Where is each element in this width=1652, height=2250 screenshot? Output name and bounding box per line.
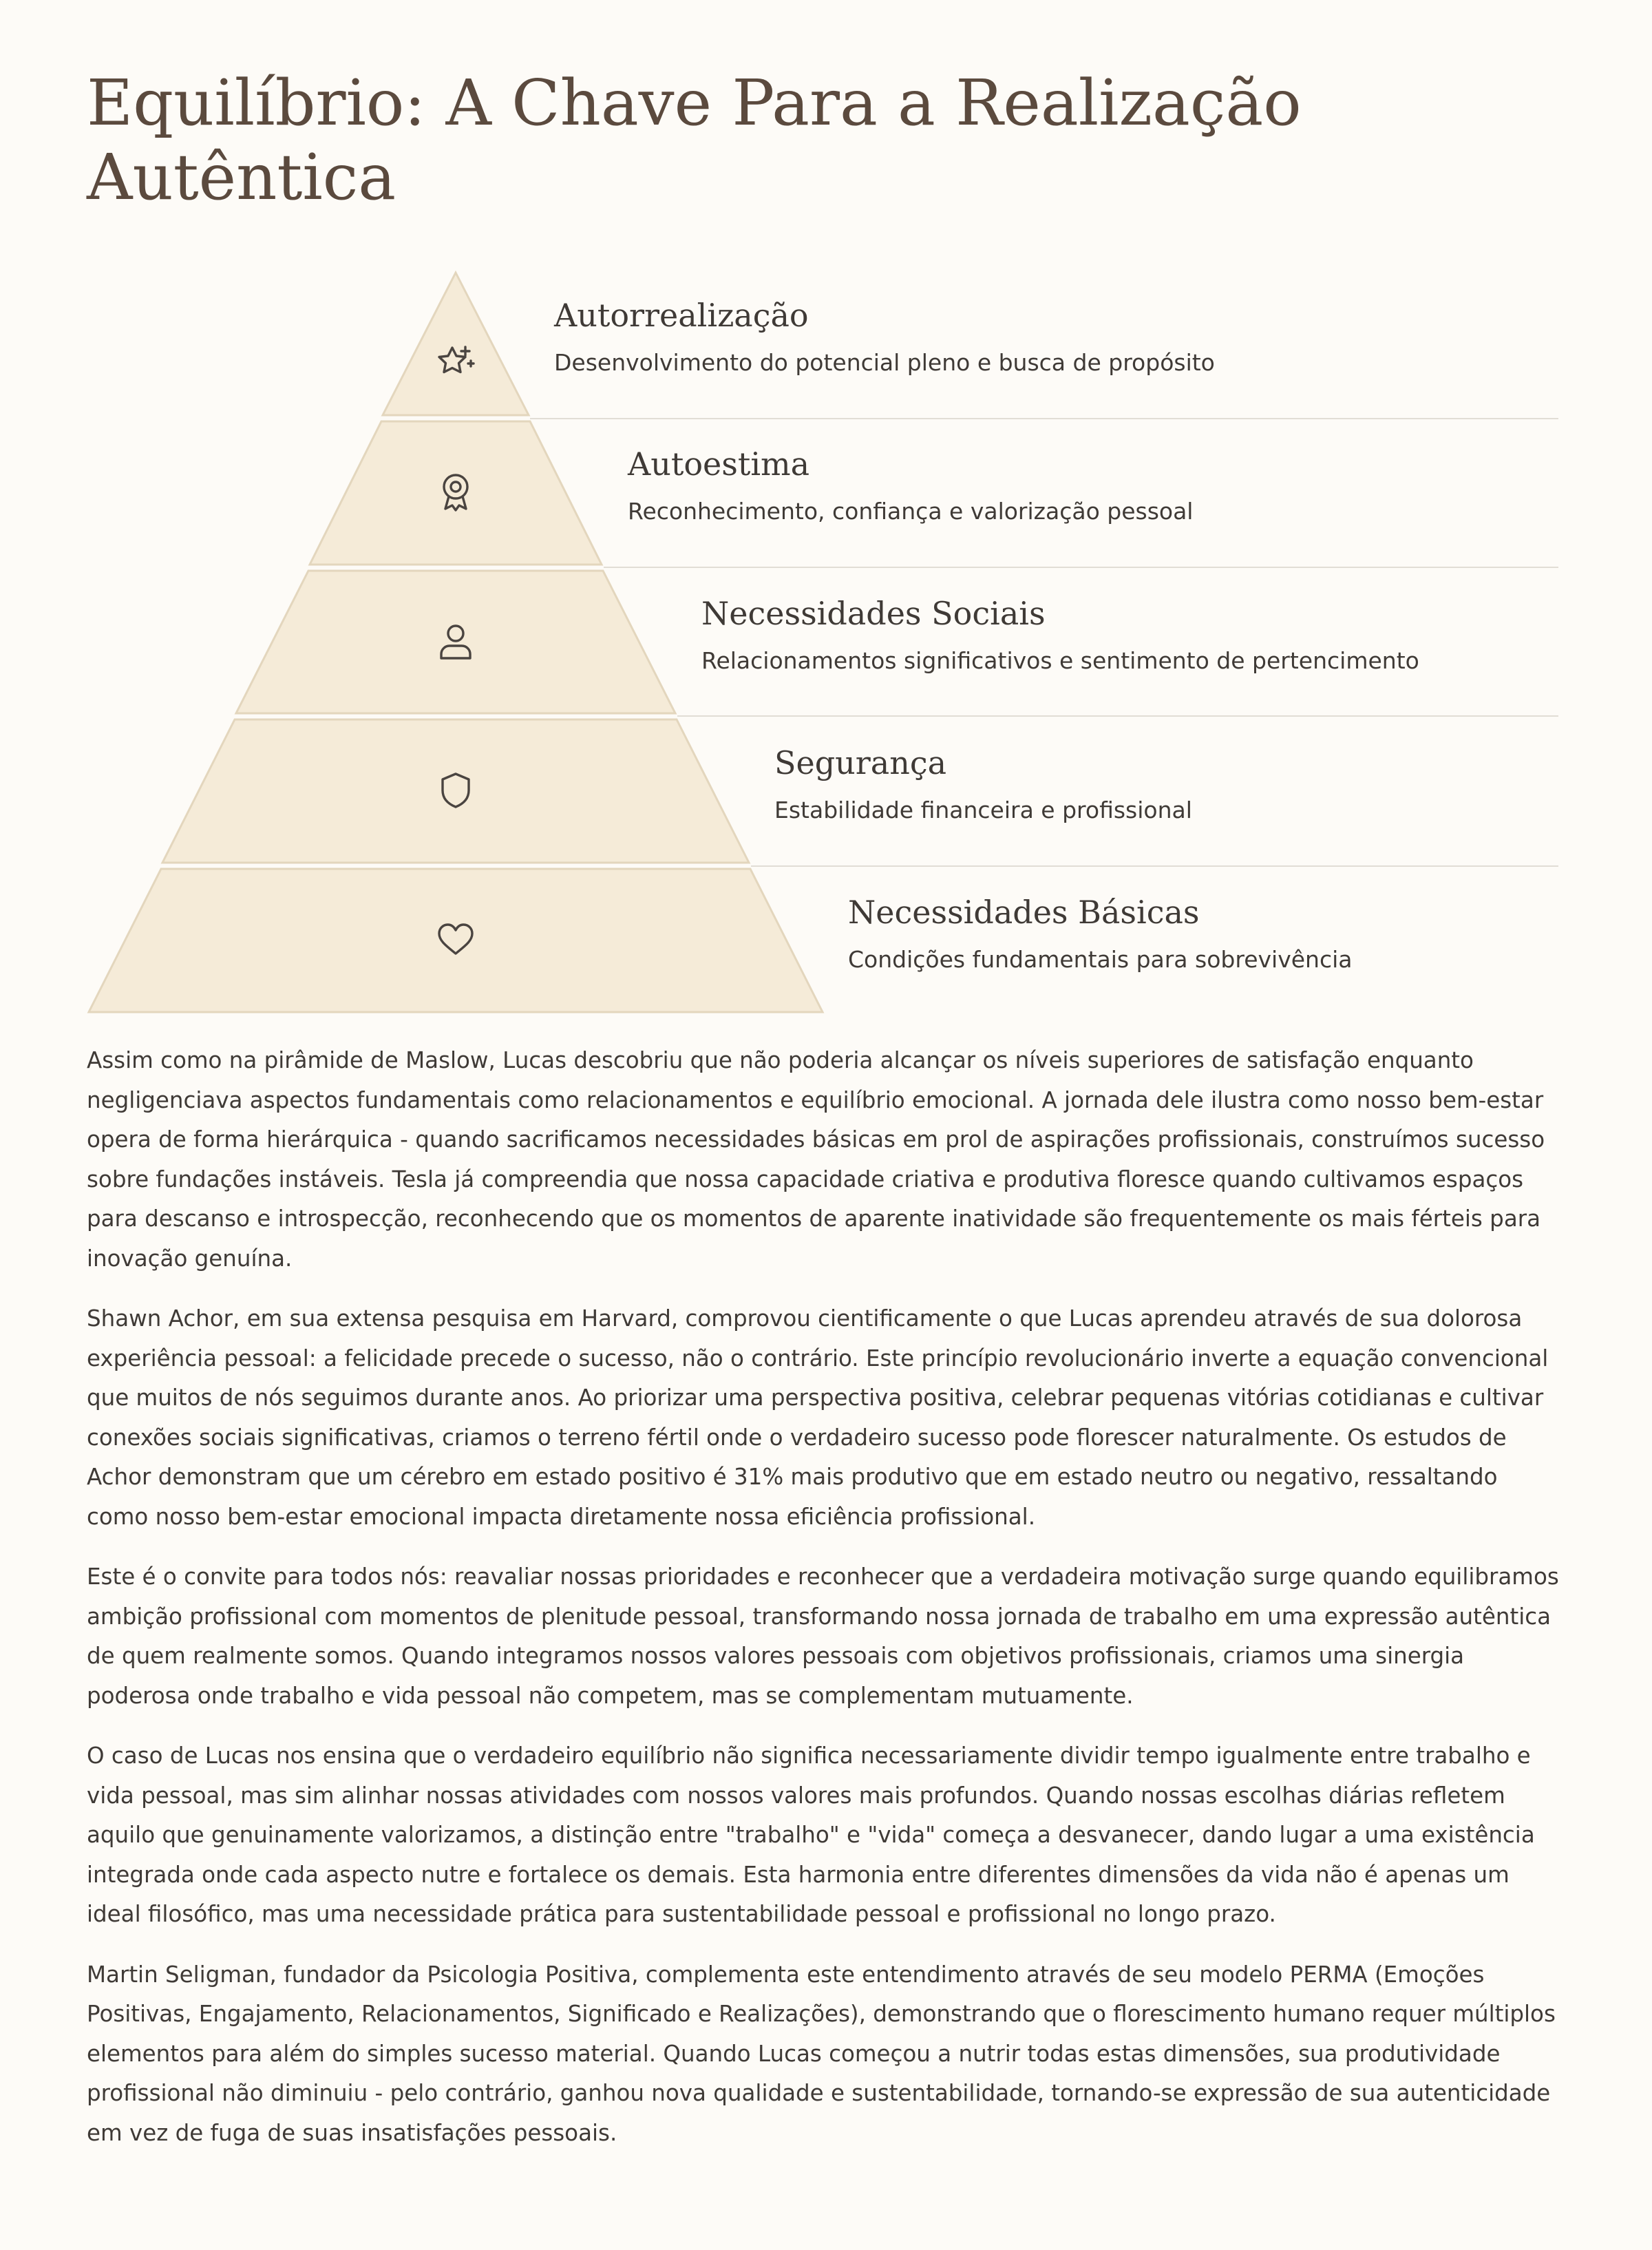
pyramid-tier-seguranca bbox=[162, 719, 749, 863]
paragraph: Shawn Achor, em sua extensa pesquisa em Harvard, comprovou cientificamente o que Lucas aprendeu através de sua dolorosa experiência pessoal: a felicidade precede o sucesso, não o contrário. Este princípio revolucionário inverte a equação convencional que muitos de nós seguimos durante anos. Ao priorizar uma perspectiva positiva, celebrar pequenas vitórias cotidianas e cultivar conexões sociais significativas, criamos o terreno fértil onde o verdadeiro sucesso pode florescer naturalmente. Os estudos de Achor demonstram que um cérebro em estado positivo é 31% mais produtivo que em estado neutro ou negativo, ressaltando como nosso bem-estar emocional impacta diretamente nossa eficiência profissional. bbox=[87, 1305, 1549, 1530]
level-necessidades-basicas bbox=[848, 892, 1352, 974]
level-seguranca bbox=[774, 742, 1192, 825]
level-title: Necessidades Sociais bbox=[701, 595, 1046, 632]
article-body bbox=[87, 1041, 1560, 2174]
pyramid-tier-basicas bbox=[89, 869, 823, 1012]
level-description: Relacionamentos significativos e sentimento de pertencimento bbox=[701, 647, 1419, 674]
pyramid-tier-autorrealizacao bbox=[383, 273, 529, 415]
level-description: Condições fundamentais para sobrevivência bbox=[848, 946, 1353, 973]
paragraph: Assim como na pirâmide de Maslow, Lucas descobriu que não poderia alcançar os níveis superiores de satisfação enquanto negligenciava aspectos fundamentais como relacionamentos e equilíbrio emocional. A jornada dele ilustra como nosso bem-estar opera de forma hierárquica - quando sacrificamos necessidades básicas em prol de aspirações profissionais, construímos sucesso sobre fundações instáveis. Tesla já compreendia que nossa capacidade criativa e produtiva floresce quando cultivamos espaços para descanso e introspecção, reconhecendo que os momentos de aparente inatividade são frequentemente os mais férteis para inovação genuína. bbox=[87, 1047, 1545, 1272]
level-description: Estabilidade financeira e profissional bbox=[774, 797, 1192, 823]
paragraph: Este é o convite para todos nós: reavaliar nossas prioridades e reconhecer que a verdadeira motivação surge quando equilibramos ambição profissional com momentos de plenitude pessoal, transformando nossa jornada de trabalho em uma expressão autêntica de quem realmente somos. Quando integramos nossos valores pessoais com objetivos profissionais, criamos uma sinergia poderosa onde trabalho e vida pessoal não competem, mas se complementam mutuamente. bbox=[87, 1564, 1559, 1709]
page-title: Equilíbrio: A Chave Para a Realização Autêntica bbox=[87, 66, 1302, 214]
level-autorrealizacao bbox=[554, 295, 1215, 377]
level-necessidades-sociais bbox=[701, 593, 1419, 675]
level-title: Segurança bbox=[774, 744, 947, 781]
level-autoestima bbox=[628, 443, 1193, 526]
level-title: Autorrealização bbox=[554, 297, 809, 334]
paragraph: O caso de Lucas nos ensina que o verdadeiro equilíbrio não significa necessariamente dividir tempo igualmente entre trabalho e vida pessoal, mas sim alinhar nossas atividades com nossos valores mais profundos. Quando nossas escolhas diárias refletem aquilo que genuinamente valorizamos, a distinção entre "trabalho" e "vida" começa a desvanecer, dando lugar a uma existência integrada onde cada aspecto nutre e fortalece os demais. Esta harmonia entre diferentes dimensões da vida não é apenas um ideal filosófico, mas uma necessidade prática para sustentabilidade pessoal e profissional no longo prazo. bbox=[87, 1743, 1535, 1927]
level-description: Desenvolvimento do potencial pleno e busca de propósito bbox=[554, 349, 1215, 376]
level-title: Autoestima bbox=[628, 445, 810, 483]
level-description: Reconhecimento, confiança e valorização pessoal bbox=[628, 498, 1194, 525]
pyramid-tier-autoestima bbox=[310, 421, 602, 565]
level-title: Necessidades Básicas bbox=[848, 894, 1200, 931]
paragraph: Martin Seligman, fundador da Psicologia Positiva, complementa este entendimento através de seu modelo PERMA (Emoções Positivas, Engajamento, Relacionamentos, Significado e Realizações), demonstrando que o florescimento humano requer múltiplos elementos para além do simples sucesso material. Quando Lucas começou a nutrir todas estas dimensões, sua produtividade profissional não diminuiu - pelo contrário, ganhou nova qualidade e sustentabilidade, tornando-se expressão de sua autenticidade em vez de fuga de suas insatisfações pessoais. bbox=[87, 1961, 1556, 2146]
